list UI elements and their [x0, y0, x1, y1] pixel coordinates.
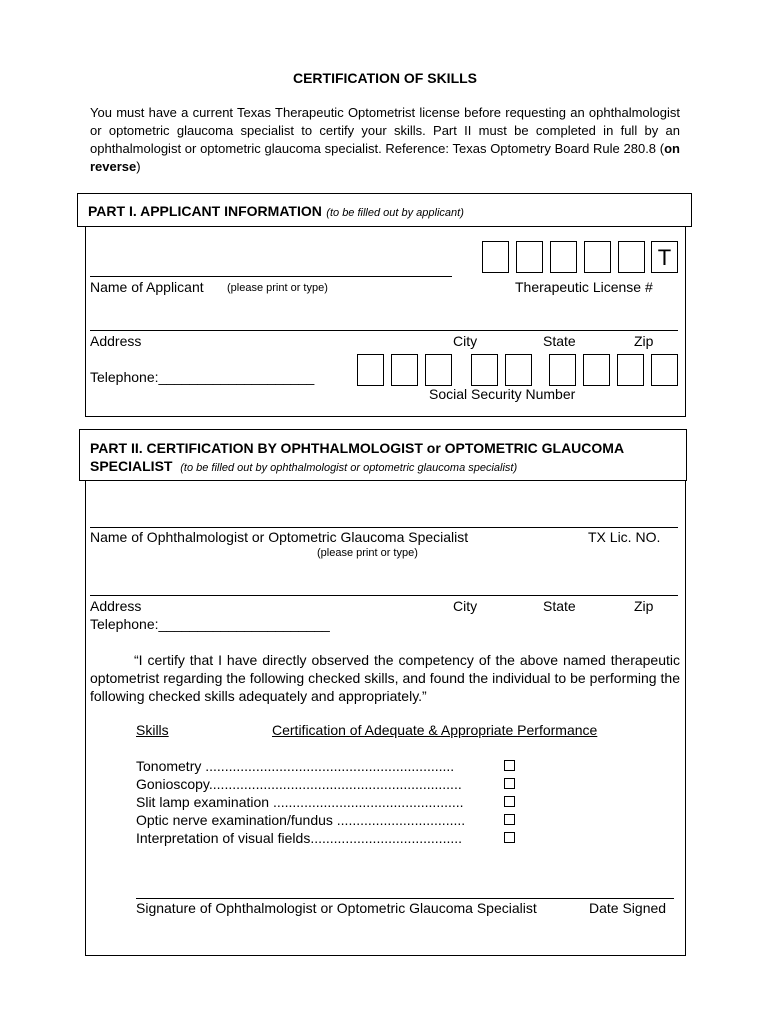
applicant-address-label: Address: [90, 333, 142, 349]
skill-tonometry-checkbox[interactable]: [504, 760, 515, 771]
skill-visual-fields-checkbox[interactable]: [504, 832, 515, 843]
license-digit-box[interactable]: [516, 241, 543, 273]
skill-slit-lamp-checkbox[interactable]: [504, 796, 515, 807]
specialist-address-label: Address: [90, 598, 142, 614]
ssn-digit-box[interactable]: [651, 354, 678, 386]
applicant-zip-label: Zip: [634, 333, 654, 349]
intro-text: You must have a current Texas Therapeutic Optometrist license before requesting an ophthalmologist or optometric glaucoma specialist to certify your skills. Part II must be completed in full by an ophthalmologist or optometric glaucoma specialist. Reference: Texas Optometry Board Rule 280.8 (: [90, 105, 680, 156]
applicant-name-note: (please print or type): [227, 282, 328, 294]
skill-slit-lamp: Slit lamp examination .................................................: [136, 794, 464, 810]
skill-visual-fields: Interpretation of visual fields.......................................: [136, 830, 463, 846]
intro-paragraph: [90, 104, 680, 176]
license-label: Therapeutic License #: [515, 279, 653, 295]
ssn-digit-box[interactable]: [617, 354, 644, 386]
ssn-digit-box[interactable]: [549, 354, 576, 386]
skill-gonioscopy: Gonioscopy.................................................................: [136, 776, 462, 792]
license-digit-box[interactable]: [550, 241, 577, 273]
specialist-name-line[interactable]: [90, 527, 678, 528]
skill-tonometry: Tonometry ................................................................: [136, 758, 455, 774]
applicant-address-line[interactable]: [90, 330, 678, 331]
specialist-name-note: (please print or type): [317, 547, 418, 559]
certification-header: Certification of Adequate & Appropriate Performance: [272, 722, 598, 738]
specialist-telephone-label[interactable]: Telephone:______________________: [90, 616, 330, 632]
specialist-zip-label: Zip: [634, 598, 654, 614]
skill-optic-nerve-checkbox[interactable]: [504, 814, 515, 825]
license-digit-box[interactable]: [584, 241, 611, 273]
specialist-state-label: State: [543, 598, 576, 614]
part2-note: (to be filled out by ophthalmologist or optometric glaucoma specialist): [180, 462, 518, 474]
license-prefix-box: T: [651, 241, 678, 273]
date-signed-label: Date Signed: [589, 900, 667, 916]
license-digit-box[interactable]: [618, 241, 645, 273]
skill-optic-nerve: Optic nerve examination/fundus .................................: [136, 812, 466, 828]
ssn-digit-box[interactable]: [425, 354, 452, 386]
specialist-address-line[interactable]: [90, 595, 678, 596]
license-digit-box[interactable]: [482, 241, 509, 273]
part2-header: [79, 429, 687, 481]
intro-bold: on reverse: [90, 141, 680, 174]
part2-heading-line1: PART II. CERTIFICATION BY OPHTHALMOLOGIST or OPTOMETRIC GLAUCOMA: [90, 440, 625, 456]
specialist-name-label: Name of Ophthalmologist or Optometric Glaucoma Specialist: [90, 529, 469, 545]
signature-label: Signature of Ophthalmologist or Optometric Glaucoma Specialist: [136, 900, 537, 916]
signature-line[interactable]: [136, 898, 674, 899]
skill-gonioscopy-checkbox[interactable]: [504, 778, 515, 789]
certification-statement: “I certify that I have directly observed the competency of the above named therapeutic optometrist regarding the following checked skills, and found the individual to be performing the following checked skills adequately and appropriately.”: [90, 652, 680, 704]
ssn-label: Social Security Number: [429, 386, 576, 402]
part1-heading: PART I. APPLICANT INFORMATION: [88, 203, 322, 219]
applicant-telephone-label[interactable]: Telephone:____________________: [90, 369, 315, 385]
skills-header: Skills: [136, 722, 169, 738]
part1-note: (to be filled out by applicant): [326, 207, 464, 219]
applicant-name-line[interactable]: [90, 276, 452, 277]
applicant-city-label: City: [453, 333, 478, 349]
page-title: CERTIFICATION OF SKILLS: [292, 70, 478, 86]
part1-header: [77, 193, 692, 227]
applicant-state-label: State: [543, 333, 576, 349]
specialist-license-label: TX Lic. NO.: [588, 529, 661, 545]
applicant-name-label: Name of Applicant: [90, 279, 204, 295]
ssn-digit-box[interactable]: [357, 354, 384, 386]
specialist-city-label: City: [453, 598, 478, 614]
intro-end: ): [136, 159, 141, 174]
ssn-digit-box[interactable]: [505, 354, 532, 386]
part2-heading-line2: SPECIALIST: [90, 458, 173, 474]
ssn-digit-box[interactable]: [583, 354, 610, 386]
ssn-digit-box[interactable]: [391, 354, 418, 386]
ssn-digit-box[interactable]: [471, 354, 498, 386]
